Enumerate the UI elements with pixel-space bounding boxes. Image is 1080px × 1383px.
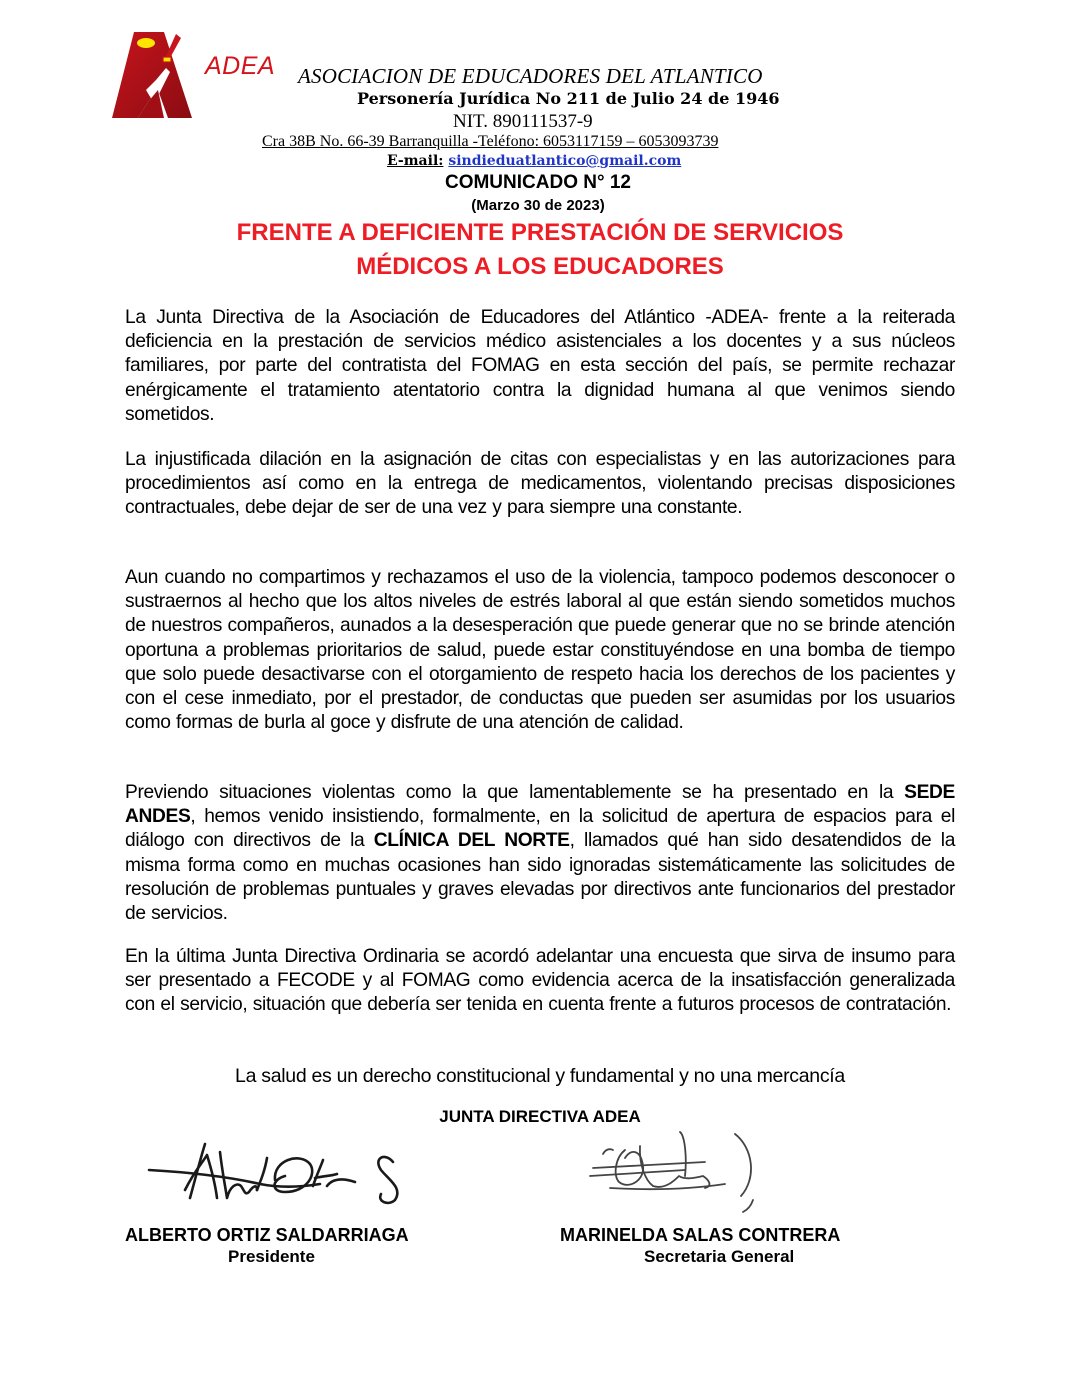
title-line-2: MÉDICOS A LOS EDUCADORES (356, 253, 724, 280)
signer-2-name: MARINELDA SALAS CONTRERA (560, 1225, 841, 1245)
paragraph-5: En la última Junta Directiva Ordinaria se acordó adelantar una encuesta que sirva de insumo para ser presentado a FECODE y al FOMAG como evidencia acerca de la insatisfacción generalizada con el servicio, situación que debería ser tenida en cuenta frente a futuros procesos de contratación. (125, 946, 955, 1016)
sede-andes-bold: SEDE ANDES (125, 782, 955, 828)
clinica-del-norte-bold: CLÍNICA DEL NORTE (373, 830, 570, 852)
nit-number: NIT. 890111537-9 (453, 111, 593, 132)
organization-name: ASOCIACION DE EDUCADORES DEL ATLANTICO (298, 64, 763, 88)
handwritten-signature-icon (145, 1140, 425, 1210)
email-line (387, 153, 681, 169)
legal-status: Personería Jurídica No 211 de Julio 24 de 1946 (357, 89, 780, 108)
title-line-1: FRENTE A DEFICIENTE PRESTACIÓN DE SERVICIOS (236, 219, 844, 246)
email-label: E-mail: (387, 153, 444, 169)
signer-1-name: ALBERTO ORTIZ SALDARRIAGA (125, 1225, 409, 1245)
paragraph-4 (125, 781, 955, 926)
adea-logo-icon (108, 30, 198, 122)
paragraph-3: Aun cuando no compartimos y rechazamos el uso de la violencia, tampoco podemos desconocer o sustraernos al hecho que los altos niveles de estrés laboral al que están siendo sometidos muchos de nuestros compañeros, aunados a la desesperación que puede generar que no se brinde atención oportuna a problemas prioritarios de salud, puede estar constituyéndose en una bomba de tiempo que solo puede desactivarse con el otorgamiento de respeto hacia los derechos de los pacientes y con el cese inmediato, por el prestador, de conductas que pueden ser asumidas por los usuarios como formas de burla al goce y disfrute de una atención de calidad. (125, 567, 955, 734)
paragraph-4-text-b: , hemos venido insistiendo, formalmente, en la solicitud de apertura de espacios para el diálogo con directivos de la (125, 806, 955, 852)
handwritten-signature-icon (585, 1128, 775, 1213)
paragraph-1: La Junta Directiva de la Asociación de Educadores del Atlántico -ADEA- frente a la reiterada deficiencia en la prestación de servicios médico asistenciales a los docentes y a sus núcleos familiares, por parte del contratista del FOMAG en esta sección del país, se permite rechazar enérgicamente el tratamiento atentatorio contra la dignidad humana al que venimos siendo sometidos. (125, 307, 955, 425)
address-phone: Cra 38B No. 66-39 Barranquilla -Teléfono: 6053117159 – 6053093739 (262, 133, 719, 150)
signer-2-role: Secretaria General (644, 1247, 795, 1266)
paragraph-2: La injustificada dilación en la asignación de citas con especialistas y en las autorizaciones para procedimientos así como en la entrega de medicamentos, violentando precisas disposiciones contractuales, debe dejar de ser de una vez y para siempre una constante. (125, 449, 955, 519)
closing-motto: La salud es un derecho constitucional y fundamental y no una mercancía (235, 1065, 845, 1087)
email-link[interactable]: sindieduatlantico@gmail.com (448, 153, 682, 169)
signer-1-role: Presidente (228, 1247, 315, 1266)
paragraph-4-text-c: , llamados qué han sido desatendidos de la misma forma como en muchas ocasiones han sido ignoradas sistemáticamente las solicitudes de resolución de problemas puntuales y graves elevadas por directivos ante funcionarios del prestador de servicios. (125, 830, 956, 925)
board-signature-heading: JUNTA DIRECTIVA ADEA (439, 1107, 641, 1126)
logo-text: ADEA (205, 52, 276, 80)
paragraph-4-text-a: Previendo situaciones violentas como la que lamentablemente se ha presentado en la (125, 782, 905, 803)
communique-date: (Marzo 30 de 2023) (471, 197, 605, 214)
communique-number: COMUNICADO N° 12 (444, 172, 631, 193)
